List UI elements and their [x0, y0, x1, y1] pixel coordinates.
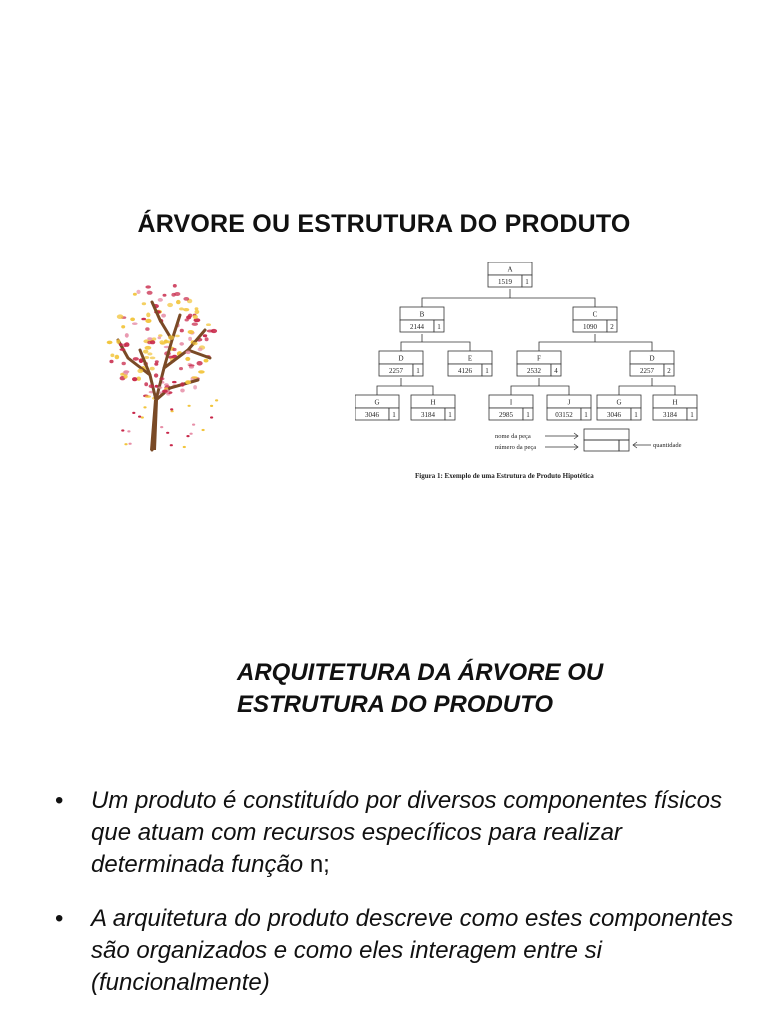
node-quantity: 1: [525, 278, 529, 286]
node-number: 2257: [389, 367, 403, 375]
node-name: I: [509, 398, 513, 407]
node-number: 3184: [421, 411, 435, 419]
structure-node: [488, 262, 532, 287]
node-quantity: 1: [448, 411, 452, 419]
legend-qty-label: quantidade: [653, 442, 682, 449]
structure-node: [547, 395, 591, 420]
node-quantity: 2: [667, 367, 671, 375]
section-heading: [237, 657, 603, 721]
node-quantity: 2: [610, 323, 614, 331]
node-name: C: [592, 310, 598, 319]
node-number: 1519: [498, 278, 512, 286]
structure-node: [448, 351, 492, 376]
node-number: 2985: [499, 411, 513, 419]
node-name: H: [672, 398, 678, 407]
node-name: J: [567, 398, 571, 407]
structure-node: [489, 395, 533, 420]
node-number: 1090: [583, 323, 597, 331]
node-name: B: [419, 310, 425, 319]
node-quantity: 4: [554, 367, 558, 375]
bullet-marker: •: [55, 787, 64, 814]
structure-node: [597, 395, 641, 420]
node-name: G: [616, 398, 622, 407]
structure-node: [379, 351, 423, 376]
node-number: 03152: [555, 411, 573, 419]
node-name: D: [398, 354, 404, 363]
node-number: 3046: [365, 411, 379, 419]
structure-node: [573, 307, 617, 332]
legend-box-number: [584, 440, 619, 451]
figure-caption: Figura 1: Exemplo de uma Estrutura de Produto Hipotética: [415, 472, 594, 480]
legend-arrows: [545, 433, 578, 450]
node-name: F: [537, 354, 541, 363]
bullet-text: A arquitetura do produto descreve como estes componentes são organizados e como eles interagem entre si (funcionalmente): [91, 905, 734, 996]
product-structure-diagram: [355, 262, 715, 487]
node-number: 2532: [527, 367, 541, 375]
node-number: 3046: [607, 411, 621, 419]
node-quantity: 1: [437, 323, 441, 331]
legend-name-label: nome da peça: [495, 433, 531, 440]
structure-node: [411, 395, 455, 420]
node-name: D: [649, 354, 655, 363]
legend-box-name: [584, 429, 629, 440]
connector-lines: [377, 289, 675, 395]
node-name: E: [467, 354, 473, 363]
structure-node: [400, 307, 444, 332]
structure-node: [517, 351, 561, 376]
node-number: 2257: [640, 367, 654, 375]
node-quantity: 1: [526, 411, 530, 419]
legend-box-qty: [619, 440, 629, 451]
node-number: 2144: [410, 323, 424, 331]
bullet-list: [55, 785, 745, 1021]
node-quantity: 1: [485, 367, 489, 375]
node-name: G: [374, 398, 380, 407]
structure-node: [630, 351, 674, 376]
section-heading-line-2: ESTRUTURA DO PRODUTO: [237, 691, 554, 718]
diagram-legend: [495, 429, 682, 451]
bullet-suffix: n;: [303, 851, 330, 878]
bullet-item: [55, 903, 745, 999]
structure-node: [653, 395, 697, 420]
node-quantity: 1: [392, 411, 396, 419]
legend-number-label: número da peça: [495, 444, 537, 451]
node-quantity: 1: [690, 411, 694, 419]
node-quantity: 1: [584, 411, 588, 419]
product-structure-svg: [355, 262, 715, 487]
autumn-tree-icon: [100, 280, 235, 455]
tree-drawing: [100, 280, 235, 455]
bullet-item: [55, 785, 745, 881]
node-number: 3184: [663, 411, 677, 419]
slide-title: ÁRVORE OU ESTRUTURA DO PRODUTO: [137, 210, 631, 238]
node-quantity: 1: [416, 367, 420, 375]
structure-node: [355, 395, 399, 420]
section-heading-line-1: ARQUITETURA DA ÁRVORE OU: [237, 659, 604, 686]
node-name: H: [430, 398, 436, 407]
node-name: A: [507, 265, 513, 274]
bullet-marker: •: [55, 905, 64, 932]
legend-qty-arrow: [633, 442, 651, 448]
node-quantity: 1: [634, 411, 638, 419]
bullet-text: Um produto é constituído por diversos componentes físicos que atuam com recursos específicos para realizar determinada função: [91, 787, 722, 878]
node-number: 4126: [458, 367, 472, 375]
